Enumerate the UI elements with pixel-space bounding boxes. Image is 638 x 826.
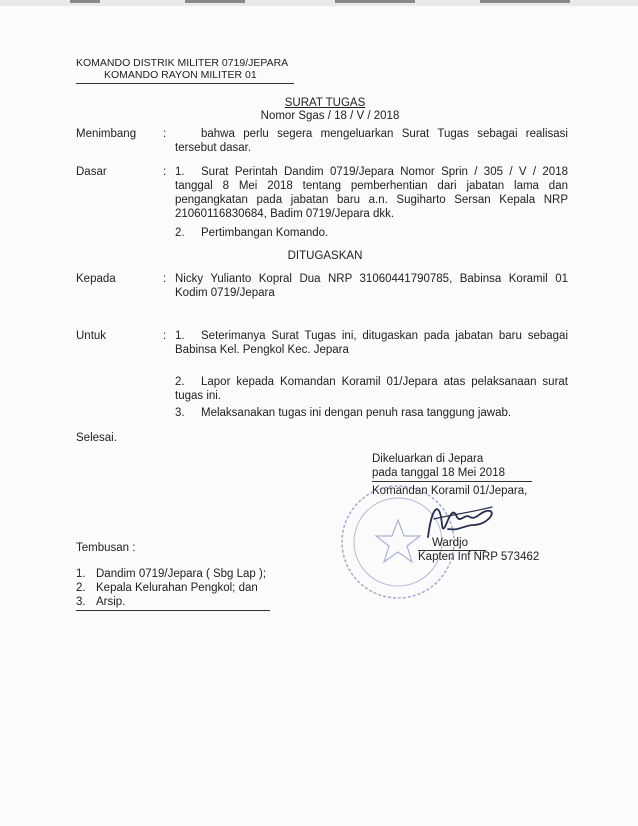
dasar-item-number: 1. bbox=[175, 166, 185, 178]
tembusan-item-number: 3. bbox=[76, 596, 86, 608]
kepada-text: Nicky Yulianto Kopral Dua NRP 31060441790785, Babinsa Koramil 01 Kodim 0719/Jepara bbox=[175, 273, 568, 299]
kepada-label: Kepada bbox=[76, 273, 116, 285]
signer-rank: Kapten Inf NRP 573462 bbox=[418, 551, 540, 563]
scan-mark bbox=[70, 0, 100, 3]
closing-text: Selesai. bbox=[76, 432, 117, 444]
untuk-item-text: Seterimanya Surat Tugas ini, ditugaskan pada jabatan baru sebagai Babinsa Kel. Pengkol Kec. Jepara bbox=[175, 330, 568, 356]
dasar-item-number: 2. bbox=[175, 227, 185, 239]
untuk-label: Untuk bbox=[76, 330, 107, 342]
tembusan-item-text: Dandim 0719/Jepara ( Sbg Lap ); bbox=[96, 568, 267, 580]
dasar-item-text: Pertimbangan Komando. bbox=[201, 227, 329, 239]
tembusan-item-text: Arsip. bbox=[96, 596, 126, 608]
tembusan-item-number: 1. bbox=[76, 568, 86, 580]
scan-mark bbox=[480, 0, 570, 3]
header-underline bbox=[76, 83, 294, 84]
tembusan-underline bbox=[76, 610, 270, 611]
menimbang-label: Menimbang bbox=[76, 128, 137, 140]
signer-name: Wardjo bbox=[432, 537, 468, 549]
scan-mark bbox=[185, 0, 245, 3]
signer-position: Komandan Koramil 01/Jepara, bbox=[372, 485, 528, 497]
tembusan-label: Tembusan : bbox=[76, 542, 136, 554]
document-number: Nomor Sgas / 18 / V / 2018 bbox=[260, 110, 400, 122]
issued-at: Dikeluarkan di Jepara bbox=[372, 453, 484, 465]
untuk-colon: : bbox=[163, 330, 167, 342]
tembusan-item-number: 2. bbox=[76, 582, 86, 594]
untuk-item-number: 3. bbox=[175, 407, 185, 419]
header-line-2: KOMANDO RAYON MILITER 01 bbox=[104, 69, 257, 81]
dasar-colon: : bbox=[163, 166, 167, 178]
menimbang-colon: : bbox=[163, 128, 167, 140]
kepada-colon: : bbox=[163, 273, 167, 285]
document-title: SURAT TUGAS bbox=[284, 97, 366, 109]
menimbang-text: bahwa perlu segera mengeluarkan Surat Tugas sebagai realisasi tersebut dasar. bbox=[175, 128, 568, 154]
header-line-1: KOMANDO DISTRIK MILITER 0719/JEPARA bbox=[76, 57, 289, 69]
tembusan-item-text: Kepala Kelurahan Pengkol; dan bbox=[96, 582, 258, 594]
dasar-item-text: Surat Perintah Dandim 0719/Jepara Nomor Sprin / 305 / V / 2018 tanggal 8 Mei 2018 tentang pemberhentian dari jabatan lama dan pengangkatan pada jabatan baru a.n. Sugiharto Sersan Kepala NRP 21060116830684, Badim 0719/Jepara dkk. bbox=[175, 166, 568, 220]
ditugaskan-heading: DITUGASKAN bbox=[287, 250, 363, 262]
untuk-item-number: 2. bbox=[175, 376, 185, 388]
untuk-item-text: Lapor kepada Komandan Koramil 01/Jepara atas pelaksanaan surat tugas ini. bbox=[175, 376, 568, 402]
issued-date: pada tanggal 18 Mei 2018 bbox=[372, 467, 505, 479]
scan-mark bbox=[335, 0, 415, 3]
untuk-item-text: Melaksanakan tugas ini dengan penuh rasa tanggung jawab. bbox=[201, 407, 512, 419]
dasar-label: Dasar bbox=[76, 166, 107, 178]
untuk-item-number: 1. bbox=[175, 330, 185, 342]
